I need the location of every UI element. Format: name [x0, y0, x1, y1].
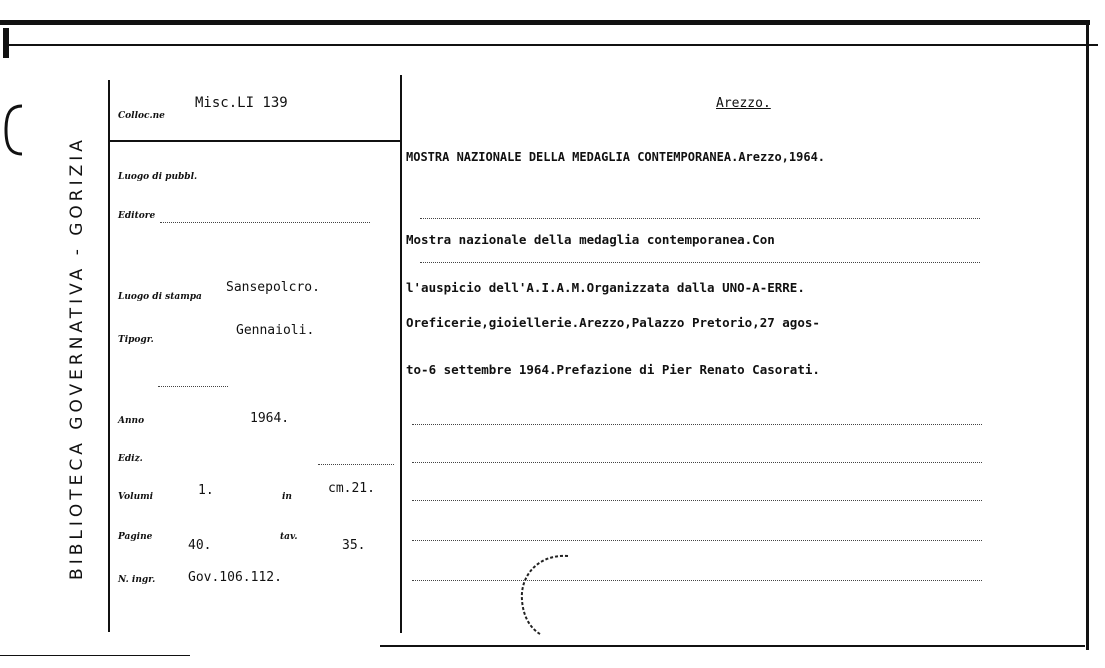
collocation-value: Misc.LI 139 [195, 95, 288, 111]
bottom-rule [380, 645, 1085, 647]
entry-title: MOSTRA NAZIONALE DELLA MEDAGLIA CONTEMPORANEA.Arezzo,1964. [406, 150, 826, 164]
bottom-left-rule [0, 655, 190, 656]
dotted-line-5 [412, 500, 982, 501]
publisher-dotted-line [160, 222, 370, 223]
format-in-label: in [282, 492, 292, 502]
printer-value: Gennaioli. [236, 323, 315, 338]
dotted-line-3 [412, 424, 982, 425]
dotted-line-4 [412, 462, 982, 463]
place-of-printing-label: Luogo di stampa [118, 292, 202, 302]
format-value: cm.21. [328, 481, 375, 496]
library-stamp-arc [508, 548, 578, 638]
year-label: Anno [118, 416, 145, 426]
dotted-line-2 [420, 262, 980, 263]
edition-dotted-line [318, 464, 394, 465]
edition-label: Ediz. [118, 454, 143, 464]
inventory-number-label: N. ingr. [118, 575, 156, 585]
hole-punch-mark [0, 100, 30, 160]
year-value: 1964. [250, 411, 290, 426]
volumes-value: 1. [198, 483, 214, 498]
label-column-divider [108, 80, 110, 632]
plates-value: 35. [342, 538, 366, 553]
entry-line-1: Mostra nazionale della medaglia contemporanea.Con [406, 232, 775, 247]
dotted-line-7 [412, 580, 982, 581]
library-name-vertical: BIBLIOTECA GOVERNATIVA - GORIZIA [67, 136, 87, 580]
publisher-label: Editore [118, 211, 156, 221]
pages-value: 40. [188, 538, 212, 553]
collocation-underline [108, 140, 401, 142]
printer-label: Tipogr. [118, 335, 154, 345]
top-border [0, 20, 1090, 25]
plates-label: tav. [280, 532, 298, 542]
inventory-number-value: Gov.106.112. [188, 570, 282, 585]
place-of-printing-value: Sansepolcro. [226, 280, 320, 295]
pages-label: Pagine [118, 532, 153, 542]
main-column-divider [400, 75, 402, 633]
blank-dotted-line [158, 386, 228, 387]
entry-line-4: to-6 settembre 1964.Prefazione di Pier Renato Casorati. [406, 362, 820, 377]
left-edge [3, 28, 9, 58]
place-of-publication-label: Luogo di pubbl. [118, 172, 198, 182]
right-edge [1086, 20, 1089, 650]
volumes-label: Volumi [118, 492, 154, 502]
dotted-line-6 [412, 540, 982, 541]
collocation-label: Colloc.ne [118, 111, 165, 121]
entry-line-2: l'auspicio dell'A.I.A.M.Organizzata dalla UNO-A-ERRE. [406, 280, 805, 295]
entry-line-3: Oreficerie,gioiellerie.Arezzo,Palazzo Pretorio,27 agos- [406, 315, 820, 330]
entry-heading: Arezzo. [716, 96, 771, 111]
top-rule [8, 44, 1098, 46]
dotted-line-1 [420, 218, 980, 219]
